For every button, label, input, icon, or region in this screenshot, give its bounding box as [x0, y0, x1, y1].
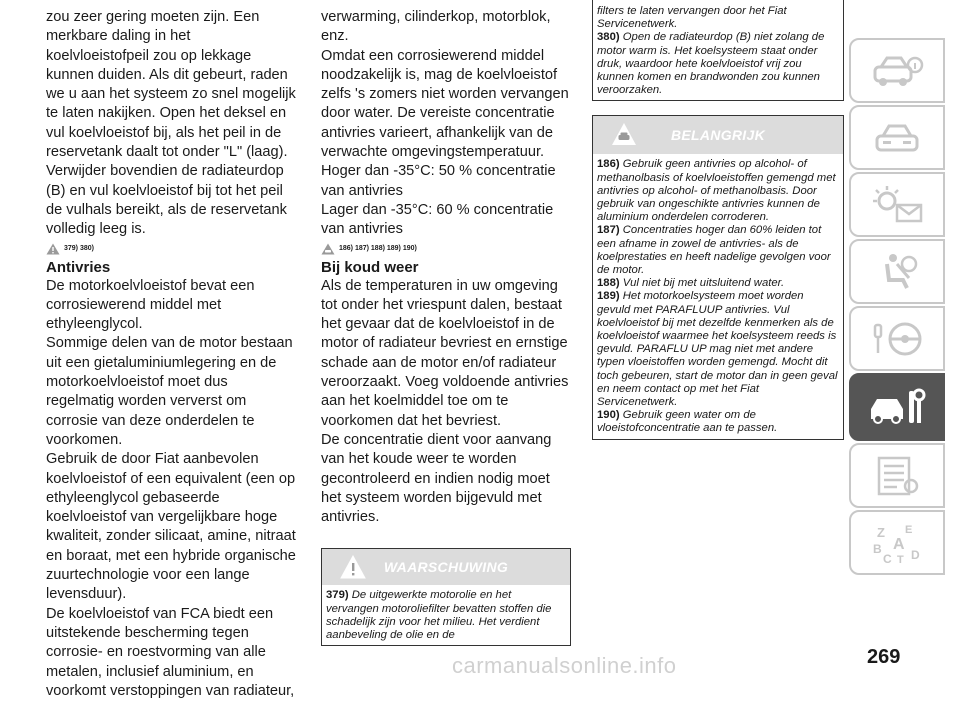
warning-lights-icon	[867, 183, 927, 227]
tab-dashboard[interactable]	[849, 105, 945, 170]
page-number: 269	[867, 646, 901, 668]
tab-specifications[interactable]	[849, 443, 945, 508]
important-box	[592, 115, 844, 439]
car-caution-icon	[321, 243, 335, 255]
warning-item: filters te laten vervangen door het Fiat Servicenetwerk.	[597, 5, 787, 31]
index-letter-e: E	[905, 523, 913, 536]
paragraph: De concentratie dient voor aanvang van het koude weer te worden gecontroleerd en indien nodig moet het systeem worden bijgevuld met antivries.	[321, 431, 552, 526]
column-2	[321, 8, 571, 646]
warning-title: WAARSCHUWING	[383, 559, 509, 576]
reference-numbers: 186) 187) 188) 189) 190)	[339, 245, 417, 253]
index-icon	[867, 521, 927, 565]
warning-box-continued	[592, 0, 844, 101]
paragraph: zou zeer gering moeten zijn. Een merkbare daling in het koelvloeistofpeil zou op lekkage kunnen duiden. Als dit gebeurt, raden we u aan het systeem zo snel mogelijk te laten nakijken. Open het deksel en vul koelvloeistof bij, als het peil in de reservetank daalt tot onder "L" (laag).	[46, 9, 296, 161]
paragraph: Hoger dan -35°C: 50 % concentratie van antivries	[321, 163, 556, 199]
important-references	[321, 241, 571, 257]
specifications-icon	[867, 454, 927, 498]
column-1	[46, 8, 296, 701]
paragraph: Omdat een corrosiewerend middel noodzakelijk is, mag de koelvloeistof zelfs 's zomers niet worden vervangen door water. De vereiste concentratie antivries varieert, afhankelijk van de verwachte omgevingstemperatuur.	[321, 47, 569, 161]
paragraph: verwarming, cilinderkop, motorblok, enz.	[321, 9, 551, 45]
paragraph: De motorkoelvloeistof bevat een corrosiewerend middel met ethyleenglycol.	[46, 277, 255, 333]
tab-maintenance[interactable]	[849, 373, 945, 441]
tab-warning-lights[interactable]	[849, 172, 945, 237]
important-item: 187) Concentraties hoger dan 60% leiden tot een afname in zowel de antivries- als de koelprestaties en heeft nadelige gevolgen voor de motor.	[597, 224, 831, 277]
paragraph: Gebruik de door Fiat aanbevolen koelvloeistof of een equivalent (een op ethyleenglycol gebaseerde koelvloeistof van vergelijkbare hoge kwaliteit, zonder silicaat, amine, nitraat en boraat, met een hybride organische zuurtechnologie voor een lange levensduur).	[46, 451, 296, 603]
warning-item: 379) De uitgewerkte motorolie en het vervangen motoroliefilter bevatten stoffen die schadelijk zijn voor het milieu. Het verdient aanbeveling de olie en de	[326, 589, 552, 642]
key-steering-icon	[867, 317, 927, 361]
chapter-tabs	[849, 38, 945, 577]
index-letter-c: C	[883, 551, 892, 565]
car-maintenance-icon	[867, 385, 927, 429]
important-item: 189) Het motorkoelsysteem moet worden gevuld met PARAFLUUP antivries. Vul koelvloeistof bij met dezelfde kenmerken als de koelvloeistof waarmee het koelsysteem reeds is gevuld. PARAFLU UP mag niet met andere typen vloeistoffen worden gemengd. Mocht dit toch gebeuren, start de motor dan in geen geval en neem contact op met het Fiat Servicenetwerk.	[597, 290, 838, 409]
car-caution-icon	[611, 122, 637, 146]
index-letter-t: T	[897, 553, 904, 565]
seat-airbag-icon	[867, 250, 927, 294]
car-info-icon	[867, 49, 927, 93]
car-dashboard-icon	[867, 116, 927, 160]
paragraph: Verwijder bovendien de radiateurdop (B) en vul koelvloeistof bij tot het peil de vulhals bereikt, als de reservetank volledig leeg is.	[46, 163, 287, 238]
watermark: carmanualsonline.info	[452, 653, 677, 678]
index-letter-a: A	[893, 535, 905, 553]
warning-box	[321, 548, 571, 646]
warning-references	[46, 241, 296, 257]
important-header	[593, 116, 843, 154]
warning-item: 380) Open de radiateurdop (B) niet zolang de motor warm is. Het koelsysteem staat onder druk, waardoor hete koelvloeistof vrij zou kunnen komen en brandwonden zou kunnen veroorzaken.	[597, 31, 825, 97]
paragraph: Als de temperaturen in uw omgeving tot onder het vriespunt dalen, bestaat het gevaar dat de koelvloeistof in de motor of radiateur bevriest en ernstige schade aan de motor en/of radiateur veroorzaakt. Voeg voldoende antivries aan het koelmiddel toe om te voorkomen dat het bevriest.	[321, 277, 569, 429]
tab-car-info[interactable]	[849, 38, 945, 103]
column-3	[592, 5, 844, 440]
section-heading: Antivries	[46, 258, 111, 276]
warning-triangle-icon	[340, 555, 366, 579]
warning-header	[322, 549, 570, 585]
index-letter-d: D	[911, 547, 920, 562]
important-title: BELANGRIJK	[670, 127, 765, 144]
important-item: 188) Vul niet bij met uitsluitend water.	[597, 277, 785, 290]
tab-safety[interactable]	[849, 239, 945, 304]
warning-triangle-icon	[46, 243, 60, 255]
tab-index[interactable]	[849, 510, 945, 575]
paragraph: De koelvloeistof van FCA biedt een uitstekende bescherming tegen corrosie- en roestvorming van alle metalen, inclusief aluminium, en voorkomt verstoppingen van radiateur,	[46, 605, 295, 699]
paragraph: Lager dan -35°C: 60 % concentratie van antivries	[321, 201, 554, 238]
section-heading: Bij koud weer	[321, 258, 419, 276]
reference-numbers: 379) 380)	[64, 245, 94, 253]
tab-starting-driving[interactable]	[849, 306, 945, 371]
index-letter-b: B	[873, 541, 882, 556]
index-letter-z: Z	[877, 524, 885, 540]
important-item: 186) Gebruik geen antivries op alcohol- of methanolbasis of koelvloeistoffen gemengd met antivries op alcohol- of methanolbasis. Door gebruik van ongeschikte antivries kunnen de aluminium onderdelen corroderen.	[597, 158, 836, 224]
paragraph: Sommige delen van de motor bestaan uit een gietaluminiumlegering en de motorkoelvloeistof moet dus regelmatig worden ververst om corrosie van deze onderdelen te voorkomen.	[46, 335, 293, 448]
important-item: 190) Gebruik geen water om de vloeistofconcentratie aan te passen.	[597, 409, 778, 435]
